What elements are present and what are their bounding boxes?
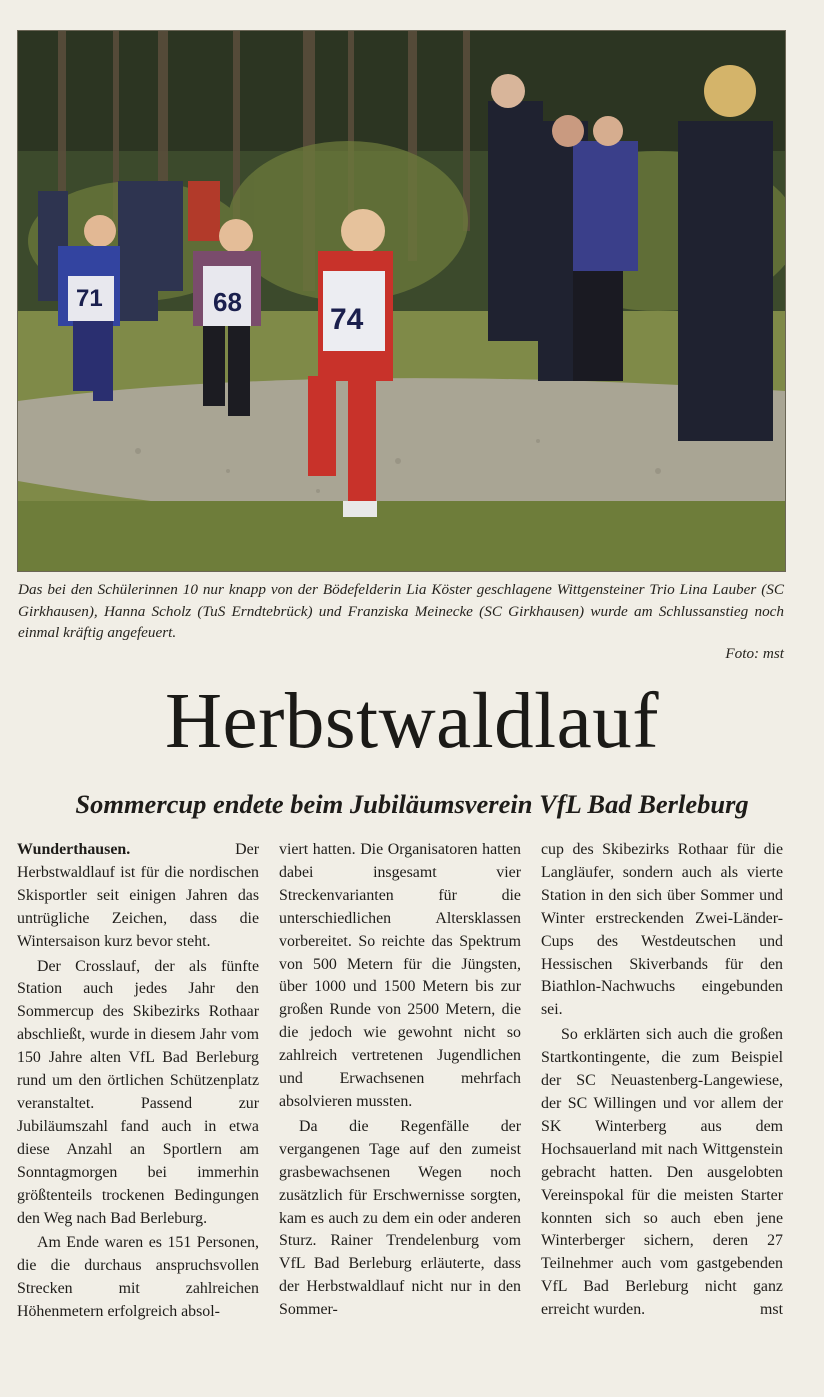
cross-country-race-photo (18, 31, 785, 571)
article-column-2 (279, 839, 521, 1322)
paragraph: Da die Regenfälle der vergangenen Tage auf den zumeist grasbewachsenen Wegen noch zusätzlich für Erschwernisse sorgten, kam es auch zu dem ein oder anderen Sturz. Rainer Trendelenburg vom VfL Bad Berleburg erläuterte, dass der Herbstwaldlauf nicht nur in den Sommer- (279, 1117, 521, 1319)
paragraph: cup des Skibezirks Rothaar für die Langläufer, sondern auch als vierte Station in den sich über Sommer und Winter erstreckenden Zwei-Länder-Cups des Westdeutschen und Hessischen Skiverbands für den Biathlon-Nachwuchs eingebunden sei. (541, 841, 783, 1019)
paragraph (541, 1024, 783, 1322)
subheadline: Sommercup endete beim Jubiläumsverein VfL Bad Berleburg (75, 789, 749, 819)
photo-credit: Foto: mst (725, 644, 784, 662)
paragraph-text: So erklärten sich auch die großen Startkontingente, die zum Beispiel der SC Neuastenberg-Langewiese, der SC Willingen und vor allem der SK Winterberg aus dem Hochsauerland mit nach Wittgenstein gebracht hatten. Den ausgelobten Vereinspokal für die meisten Starter konnten sich so auch eben jene Winterberger sichern, deren 27 Teilnehmer auch vom gastgebenden VfL Bad Berleburg nicht ganz erreicht wurden. (541, 1026, 783, 1319)
photo-caption (18, 579, 784, 664)
bib-68: 68 (213, 287, 242, 317)
headline: Herbstwaldlauf (165, 678, 659, 765)
paragraph (17, 839, 259, 954)
news-photo (17, 30, 786, 572)
paragraph: Am Ende waren es 151 Personen, die die durchaus anspruchsvollen Strecken mit zahlreichen Höhenmetern erfolgreich absol- (17, 1234, 259, 1321)
article-column-1 (17, 839, 259, 1324)
paragraph: Der Crosslauf, der als fünfte Station auch jedes Jahr den Sommercup des Skibezirks Rothaar abschließt, wurde in diesem Jahr vom 150 Jahre alten VfL Bad Berleburg rund um den örtlichen Schützenplatz veranstaltet. Passend zur Jubiläumszahl fand auch in etwa diese Anzahl an Sportlern am Sonntagmorgen bei immerhin größtenteils trockenen Bedingungen den Weg nach Bad Berleburg. (17, 957, 259, 1227)
article-column-3 (541, 839, 783, 1322)
paragraph: viert hatten. Die Organisatoren hatten dabei insgesamt vier Streckenvarianten für die unterschiedlichen Altersklassen vorbereitet. So reichte das Spektrum von 500 Metern für die Jüngsten, über 1000 und 1500 Metern bis zur großen Runde von 2500 Metern, die die jedoch wie gewohnt nicht so zahlreich vertretenen Jugendlichen und Erwachsenen mehrfach absolvieren mussten. (279, 841, 521, 1110)
bib-74: 74 (330, 303, 364, 336)
author-signature: mst (760, 1301, 783, 1319)
caption-text: Das bei den Schülerinnen 10 nur knapp von der Bödefelderin Lia Köster geschlagene Wittgensteiner Trio Lina Lauber (SC Girkhausen), Hanna Scholz (TuS Erndtebrück) und Franziska Meinecke (SC Girkhausen) wurde am Schlussanstieg noch einmal kräftig angefeuert. (18, 581, 784, 641)
dateline: Wunderthausen. (17, 841, 131, 858)
paragraph-text: Der Herbstwaldlauf ist für die nordischen Skisportler seit einigen Jahren das untrügliche Zeichen, dass die Wintersaison kurz bevor steht. (17, 841, 259, 950)
bib-71: 71 (76, 285, 103, 312)
